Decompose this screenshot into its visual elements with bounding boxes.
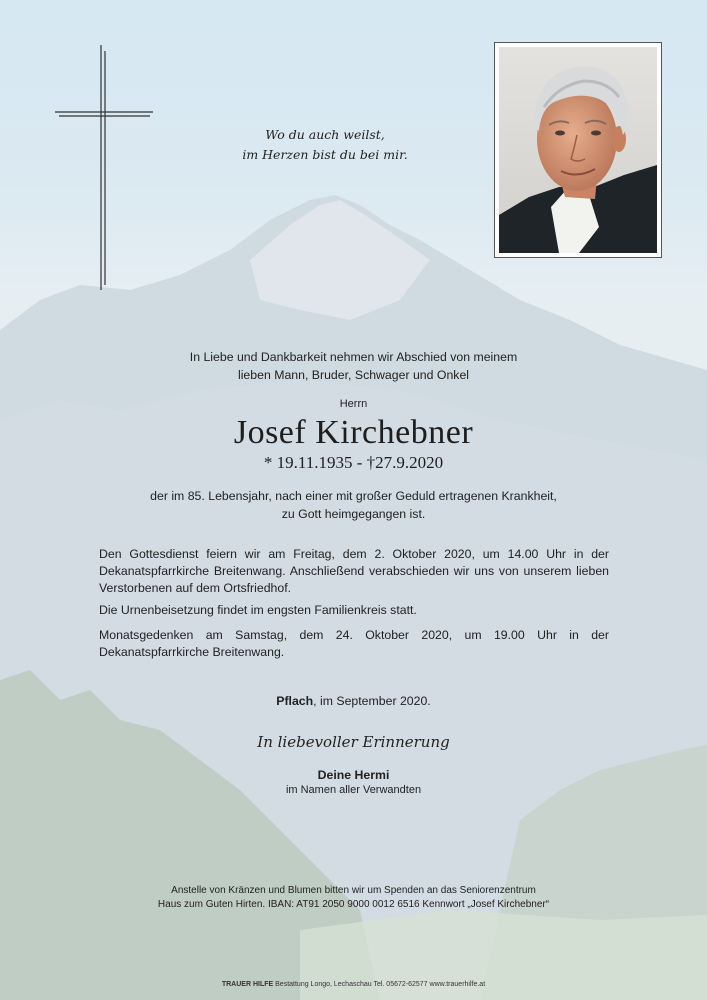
remembrance-line: In liebevoller Erinnerung bbox=[257, 733, 450, 751]
birth-symbol: * bbox=[263, 453, 273, 472]
death-notice-line-1: der im 85. Lebensjahr, nach einer mit großer Geduld ertragenen Krankheit, bbox=[150, 489, 557, 503]
salutation: Herrn bbox=[339, 398, 368, 410]
footer-brand: TRAUER HILFE bbox=[221, 981, 274, 988]
place-date bbox=[0, 692, 707, 710]
memorial-paragraph: Monatsgedenken am Samstag, dem 24. Oktober 2020, um 19.00 Uhr in der Dekanatspfarrkirche Breitenwang. bbox=[99, 628, 609, 659]
urn-paragraph: Die Urnenbeisetzung findet im engsten Familienkreis statt. bbox=[99, 603, 417, 617]
place-name: Pflach bbox=[276, 694, 314, 708]
footer-details: Bestattung Longo, Lechaschau Tel. 05672-62577 www.trauerhilfe.at bbox=[273, 981, 486, 988]
deceased-name: Josef Kirchebner bbox=[233, 414, 474, 451]
donation-request bbox=[0, 884, 707, 912]
life-dates bbox=[0, 452, 707, 474]
death-notice bbox=[0, 487, 707, 523]
death-date: 27.9.2020 bbox=[375, 453, 444, 472]
portrait-photo bbox=[494, 42, 662, 258]
motto-line-1: Wo du auch weilst, bbox=[265, 127, 385, 142]
motto-line-2: im Herzen bist du bei mir. bbox=[242, 147, 408, 162]
donation-line-2: Haus zum Guten Hirten. IBAN: AT91 2050 9000 0012 6516 Kennwort „Josef Kirchebner“ bbox=[157, 899, 550, 910]
funeral-paragraph: Den Gottesdienst feiern wir am Freitag, dem 2. Oktober 2020, um 14.00 Uhr in der Dekanatspfarrkirche Breitenwang. Anschließend verabschieden wir uns von unserem lieben Verstorbenen auf dem Ortsfriedhof. bbox=[99, 547, 609, 595]
intro-line-1: In Liebe und Dankbarkeit nehmen wir Abschied von meinem bbox=[189, 350, 518, 364]
portrait-image bbox=[499, 47, 657, 253]
motto bbox=[220, 125, 430, 165]
cross-icon bbox=[55, 45, 155, 290]
intro-text bbox=[0, 348, 707, 384]
signer-subtitle: im Namen aller Verwandten bbox=[285, 784, 422, 796]
date-text: , im September 2020. bbox=[313, 694, 431, 708]
intro-line-2: lieben Mann, Bruder, Schwager und Onkel bbox=[237, 368, 470, 382]
date-separator: - bbox=[356, 453, 363, 472]
death-symbol: † bbox=[366, 453, 376, 472]
birth-date: 19.11.1935 bbox=[276, 453, 353, 472]
death-notice-line-2: zu Gott heimgegangen ist. bbox=[281, 507, 426, 521]
signer-name: Deine Hermi bbox=[317, 768, 390, 782]
footer bbox=[0, 980, 707, 990]
donation-line-1: Anstelle von Kränzen und Blumen bitten wir um Spenden an das Seniorenzentrum bbox=[171, 885, 536, 896]
